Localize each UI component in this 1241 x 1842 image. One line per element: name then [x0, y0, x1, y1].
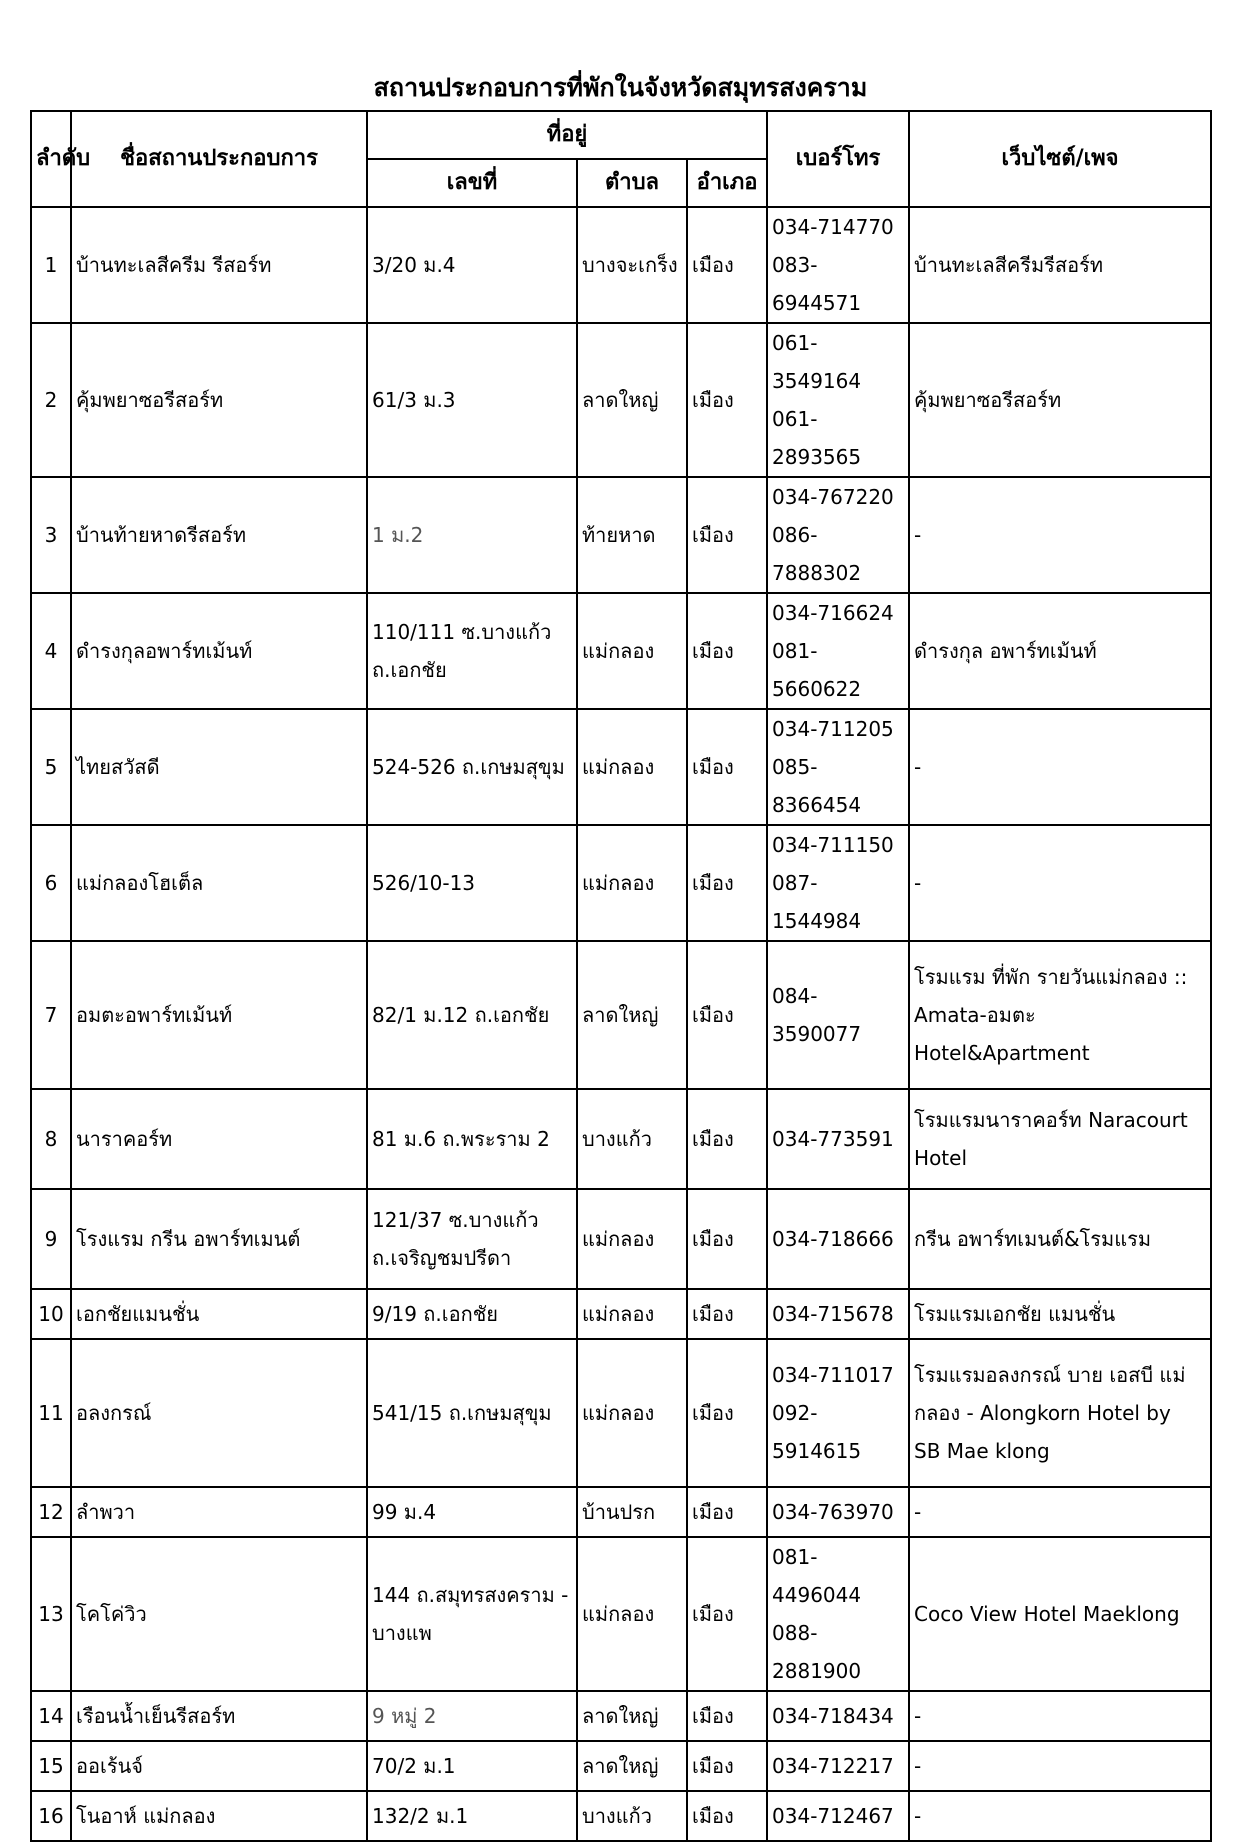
- cell-web: [909, 941, 1211, 1089]
- address-line: 9/19 ถ.เอกชัย: [372, 1302, 498, 1326]
- cell-address-no: [367, 709, 577, 825]
- cell-address-no: [367, 1537, 577, 1691]
- cell-name: โคโค่วิว: [71, 1537, 367, 1691]
- address-line: 99 ม.4: [372, 1500, 437, 1524]
- cell-web: [909, 1537, 1211, 1691]
- cell-phone: [767, 1691, 909, 1741]
- cell-no: 12: [31, 1487, 71, 1537]
- cell-subdistrict: แม่กลอง: [577, 709, 687, 825]
- cell-phone: [767, 1339, 909, 1487]
- cell-name: โนอาห์ แม่กลอง: [71, 1791, 367, 1841]
- cell-phone: [767, 1189, 909, 1289]
- cell-address-no: [367, 1339, 577, 1487]
- address-line: 132/2 ม.1: [372, 1804, 469, 1828]
- cell-district: เมือง: [687, 323, 767, 477]
- table-row: [31, 1189, 1211, 1289]
- web-line: Coco View Hotel Maeklong: [914, 1602, 1180, 1626]
- phone-number: 081-5660622: [772, 639, 862, 701]
- address-line: 82/1 ม.12 ถ.เอกชัย: [372, 1003, 550, 1027]
- cell-subdistrict: ลาดใหญ่: [577, 941, 687, 1089]
- cell-no: 16: [31, 1791, 71, 1841]
- cell-name: คุ้มพยาซอรีสอร์ท: [71, 323, 367, 477]
- cell-name: อมตะอพาร์ทเม้นท์: [71, 941, 367, 1089]
- web-line: -: [914, 523, 922, 547]
- address-line: 9 หมู่ 2: [372, 1704, 437, 1728]
- web-line: SB Mae klong: [914, 1439, 1050, 1463]
- address-line: 70/2 ม.1: [372, 1754, 456, 1778]
- cell-name: เรือนน้ำเย็นรีสอร์ท: [71, 1691, 367, 1741]
- cell-address-no: [367, 207, 577, 323]
- header-address: ที่อยู่: [367, 111, 767, 159]
- table-row: [31, 1289, 1211, 1339]
- cell-district: เมือง: [687, 1089, 767, 1189]
- cell-name: บ้านท้ายหาดรีสอร์ท: [71, 477, 367, 593]
- cell-no: 15: [31, 1741, 71, 1791]
- web-line: Hotel: [914, 1146, 968, 1170]
- cell-district: เมือง: [687, 1741, 767, 1791]
- cell-subdistrict: แม่กลอง: [577, 825, 687, 941]
- cell-district: เมือง: [687, 1487, 767, 1537]
- table-row: [31, 941, 1211, 1089]
- phone-number: 034-714770: [772, 215, 894, 239]
- web-line: Amata-อมตะ: [914, 1003, 1036, 1027]
- cell-name: ดำรงกุลอพาร์ทเม้นท์: [71, 593, 367, 709]
- header-subdistrict: ตำบล: [577, 159, 687, 207]
- phone-number: 081-4496044: [772, 1545, 862, 1607]
- cell-phone: [767, 1791, 909, 1841]
- table-row: [31, 825, 1211, 941]
- cell-phone: [767, 1289, 909, 1339]
- cell-name: แม่กลองโฮเต็ล: [71, 825, 367, 941]
- table-row: [31, 1339, 1211, 1487]
- web-line: ดำรงกุล อพาร์ทเม้นท์: [914, 639, 1097, 663]
- cell-no: 5: [31, 709, 71, 825]
- address-line: 1 ม.2: [372, 523, 424, 547]
- address-line: 81 ม.6 ถ.พระราม 2: [372, 1127, 550, 1151]
- cell-address-no: [367, 1741, 577, 1791]
- web-line: -: [914, 871, 922, 895]
- cell-address-no: [367, 593, 577, 709]
- cell-subdistrict: แม่กลอง: [577, 1189, 687, 1289]
- table-row: [31, 1691, 1211, 1741]
- cell-web: [909, 1289, 1211, 1339]
- cell-district: เมือง: [687, 477, 767, 593]
- cell-web: [909, 477, 1211, 593]
- cell-subdistrict: บ้านปรก: [577, 1487, 687, 1537]
- cell-district: เมือง: [687, 1339, 767, 1487]
- table-row: [31, 207, 1211, 323]
- phone-number: 034-716624: [772, 601, 894, 625]
- header-district: อำเภอ: [687, 159, 767, 207]
- cell-name: ไทยสวัสดี: [71, 709, 367, 825]
- cell-subdistrict: บางจะเกร็ง: [577, 207, 687, 323]
- cell-web: [909, 1339, 1211, 1487]
- cell-no: 7: [31, 941, 71, 1089]
- web-line: กรีน อพาร์ทเมนต์&โรมแรม: [914, 1227, 1152, 1251]
- phone-number: 034-718434: [772, 1704, 894, 1728]
- cell-web: [909, 207, 1211, 323]
- cell-web: [909, 709, 1211, 825]
- address-line: 526/10-13: [372, 871, 476, 895]
- cell-subdistrict: แม่กลอง: [577, 1339, 687, 1487]
- phone-number: 061-2893565: [772, 407, 862, 469]
- cell-no: 14: [31, 1691, 71, 1741]
- cell-subdistrict: บางแก้ว: [577, 1089, 687, 1189]
- phone-number: 034-715678: [772, 1302, 894, 1326]
- address-line: 121/37 ซ.บางแก้ว: [372, 1208, 539, 1232]
- cell-district: เมือง: [687, 1691, 767, 1741]
- cell-subdistrict: บางแก้ว: [577, 1791, 687, 1841]
- cell-district: เมือง: [687, 1537, 767, 1691]
- table-header: [31, 111, 1211, 207]
- cell-phone: [767, 477, 909, 593]
- table-row: [31, 477, 1211, 593]
- phone-number: 085-8366454: [772, 755, 862, 817]
- web-line: โรมแรมเอกชัย แมนชั่น: [914, 1302, 1116, 1326]
- header-web: เว็บไซต์/เพจ: [909, 111, 1211, 207]
- phone-number: 034-767220: [772, 485, 894, 509]
- cell-web: [909, 825, 1211, 941]
- table-row: [31, 593, 1211, 709]
- web-line: -: [914, 755, 922, 779]
- cell-name: บ้านทะเลสีครีม รีสอร์ท: [71, 207, 367, 323]
- address-line: 541/15 ถ.เกษมสุขุม: [372, 1401, 552, 1425]
- header-no: ลำดับ: [31, 111, 71, 207]
- phone-number: 034-711205: [772, 717, 894, 741]
- cell-no: 11: [31, 1339, 71, 1487]
- cell-subdistrict: ลาดใหญ่: [577, 1691, 687, 1741]
- phone-number: 034-712467: [772, 1804, 894, 1828]
- cell-phone: [767, 941, 909, 1089]
- cell-web: [909, 323, 1211, 477]
- header-phone: เบอร์โทร: [767, 111, 909, 207]
- header-name: ชื่อสถานประกอบการ: [71, 111, 367, 207]
- cell-district: เมือง: [687, 593, 767, 709]
- web-line: -: [914, 1500, 922, 1524]
- cell-web: [909, 1691, 1211, 1741]
- cell-address-no: [367, 1289, 577, 1339]
- web-line: โรมแรม ที่พัก รายวันแม่กลอง ::: [914, 965, 1188, 989]
- cell-name: อลงกรณ์: [71, 1339, 367, 1487]
- table-row: [31, 1791, 1211, 1841]
- cell-subdistrict: แม่กลอง: [577, 593, 687, 709]
- cell-phone: [767, 825, 909, 941]
- address-line: ถ.เจริญชมปรีดา: [372, 1246, 512, 1270]
- web-line: โรมแรมนาราคอร์ท Naracourt: [914, 1108, 1188, 1132]
- table-row: [31, 1537, 1211, 1691]
- phone-number: 083-6944571: [772, 253, 862, 315]
- cell-web: [909, 1741, 1211, 1791]
- phone-number: 061-3549164: [772, 331, 862, 393]
- cell-address-no: [367, 825, 577, 941]
- cell-district: เมือง: [687, 1189, 767, 1289]
- cell-phone: [767, 593, 909, 709]
- cell-subdistrict: แม่กลอง: [577, 1537, 687, 1691]
- web-line: คุ้มพยาซอรีสอร์ท: [914, 388, 1062, 412]
- address-line: 3/20 ม.4: [372, 253, 456, 277]
- cell-address-no: [367, 1791, 577, 1841]
- table-row: [31, 1487, 1211, 1537]
- phone-number: 034-712217: [772, 1754, 894, 1778]
- cell-subdistrict: ลาดใหญ่: [577, 1741, 687, 1791]
- phone-number: 034-718666: [772, 1227, 894, 1251]
- cell-phone: [767, 207, 909, 323]
- cell-name: นาราคอร์ท: [71, 1089, 367, 1189]
- web-line: Hotel&Apartment: [914, 1041, 1090, 1065]
- document-title: สถานประกอบการที่พักในจังหวัดสมุทรสงคราม: [373, 73, 868, 102]
- cell-no: 10: [31, 1289, 71, 1339]
- web-line: โรมแรมอลงกรณ์ บาย เอสบี แม่: [914, 1363, 1186, 1387]
- cell-subdistrict: ท้ายหาด: [577, 477, 687, 593]
- address-line: บางแพ: [372, 1621, 432, 1645]
- cell-web: [909, 1487, 1211, 1537]
- cell-no: 6: [31, 825, 71, 941]
- cell-no: 4: [31, 593, 71, 709]
- phone-number: 088-2881900: [772, 1621, 862, 1683]
- header-address-no: เลขที่: [367, 159, 577, 207]
- phone-number: 034-711150: [772, 833, 894, 857]
- cell-address-no: [367, 1089, 577, 1189]
- phone-number: 092-5914615: [772, 1401, 862, 1463]
- address-line: 144 ถ.สมุทรสงคราม -: [372, 1583, 569, 1607]
- cell-name: เอกชัยแมนชั่น: [71, 1289, 367, 1339]
- cell-subdistrict: ลาดใหญ่: [577, 323, 687, 477]
- cell-subdistrict: แม่กลอง: [577, 1289, 687, 1339]
- cell-address-no: [367, 1487, 577, 1537]
- cell-phone: [767, 323, 909, 477]
- cell-district: เมือง: [687, 207, 767, 323]
- cell-phone: [767, 709, 909, 825]
- cell-no: 8: [31, 1089, 71, 1189]
- cell-no: 13: [31, 1537, 71, 1691]
- cell-web: [909, 1791, 1211, 1841]
- cell-no: 1: [31, 207, 71, 323]
- phone-number: 034-773591: [772, 1127, 894, 1151]
- table-row: [31, 1741, 1211, 1791]
- phone-number: 087-1544984: [772, 871, 862, 933]
- cell-district: เมือง: [687, 709, 767, 825]
- address-line: 110/111 ซ.บางแก้ว: [372, 620, 552, 644]
- cell-address-no: [367, 1691, 577, 1741]
- web-line: กลอง - Alongkorn Hotel by: [914, 1401, 1171, 1425]
- cell-address-no: [367, 1189, 577, 1289]
- cell-web: [909, 593, 1211, 709]
- cell-address-no: [367, 941, 577, 1089]
- address-line: 61/3 ม.3: [372, 388, 456, 412]
- address-line: 524-526 ถ.เกษมสุขุม: [372, 755, 565, 779]
- cell-name: โรงแรม กรีน อพาร์ทเมนต์: [71, 1189, 367, 1289]
- web-line: -: [914, 1804, 922, 1828]
- table-body: [31, 207, 1211, 1841]
- cell-no: 2: [31, 323, 71, 477]
- phone-number: 034-711017: [772, 1363, 894, 1387]
- web-line: -: [914, 1754, 922, 1778]
- cell-address-no: [367, 323, 577, 477]
- web-line: -: [914, 1704, 922, 1728]
- cell-phone: [767, 1537, 909, 1691]
- cell-web: [909, 1189, 1211, 1289]
- cell-no: 3: [31, 477, 71, 593]
- table-row: [31, 709, 1211, 825]
- phone-number: 086-7888302: [772, 523, 862, 585]
- address-line: ถ.เอกชัย: [372, 658, 447, 682]
- web-line: บ้านทะเลสีครีมรีสอร์ท: [914, 253, 1104, 277]
- cell-district: เมือง: [687, 1791, 767, 1841]
- cell-phone: [767, 1741, 909, 1791]
- phone-number: 084-3590077: [772, 984, 862, 1046]
- cell-name: ออเร้นจ์: [71, 1741, 367, 1791]
- cell-phone: [767, 1089, 909, 1189]
- cell-phone: [767, 1487, 909, 1537]
- table-row: [31, 323, 1211, 477]
- phone-number: 034-763970: [772, 1500, 894, 1524]
- cell-no: 9: [31, 1189, 71, 1289]
- accommodation-table: [30, 110, 1212, 1842]
- cell-web: [909, 1089, 1211, 1189]
- table-row: [31, 1089, 1211, 1189]
- cell-district: เมือง: [687, 1289, 767, 1339]
- cell-address-no: [367, 477, 577, 593]
- cell-district: เมือง: [687, 941, 767, 1089]
- cell-district: เมือง: [687, 825, 767, 941]
- cell-name: ลำพวา: [71, 1487, 367, 1537]
